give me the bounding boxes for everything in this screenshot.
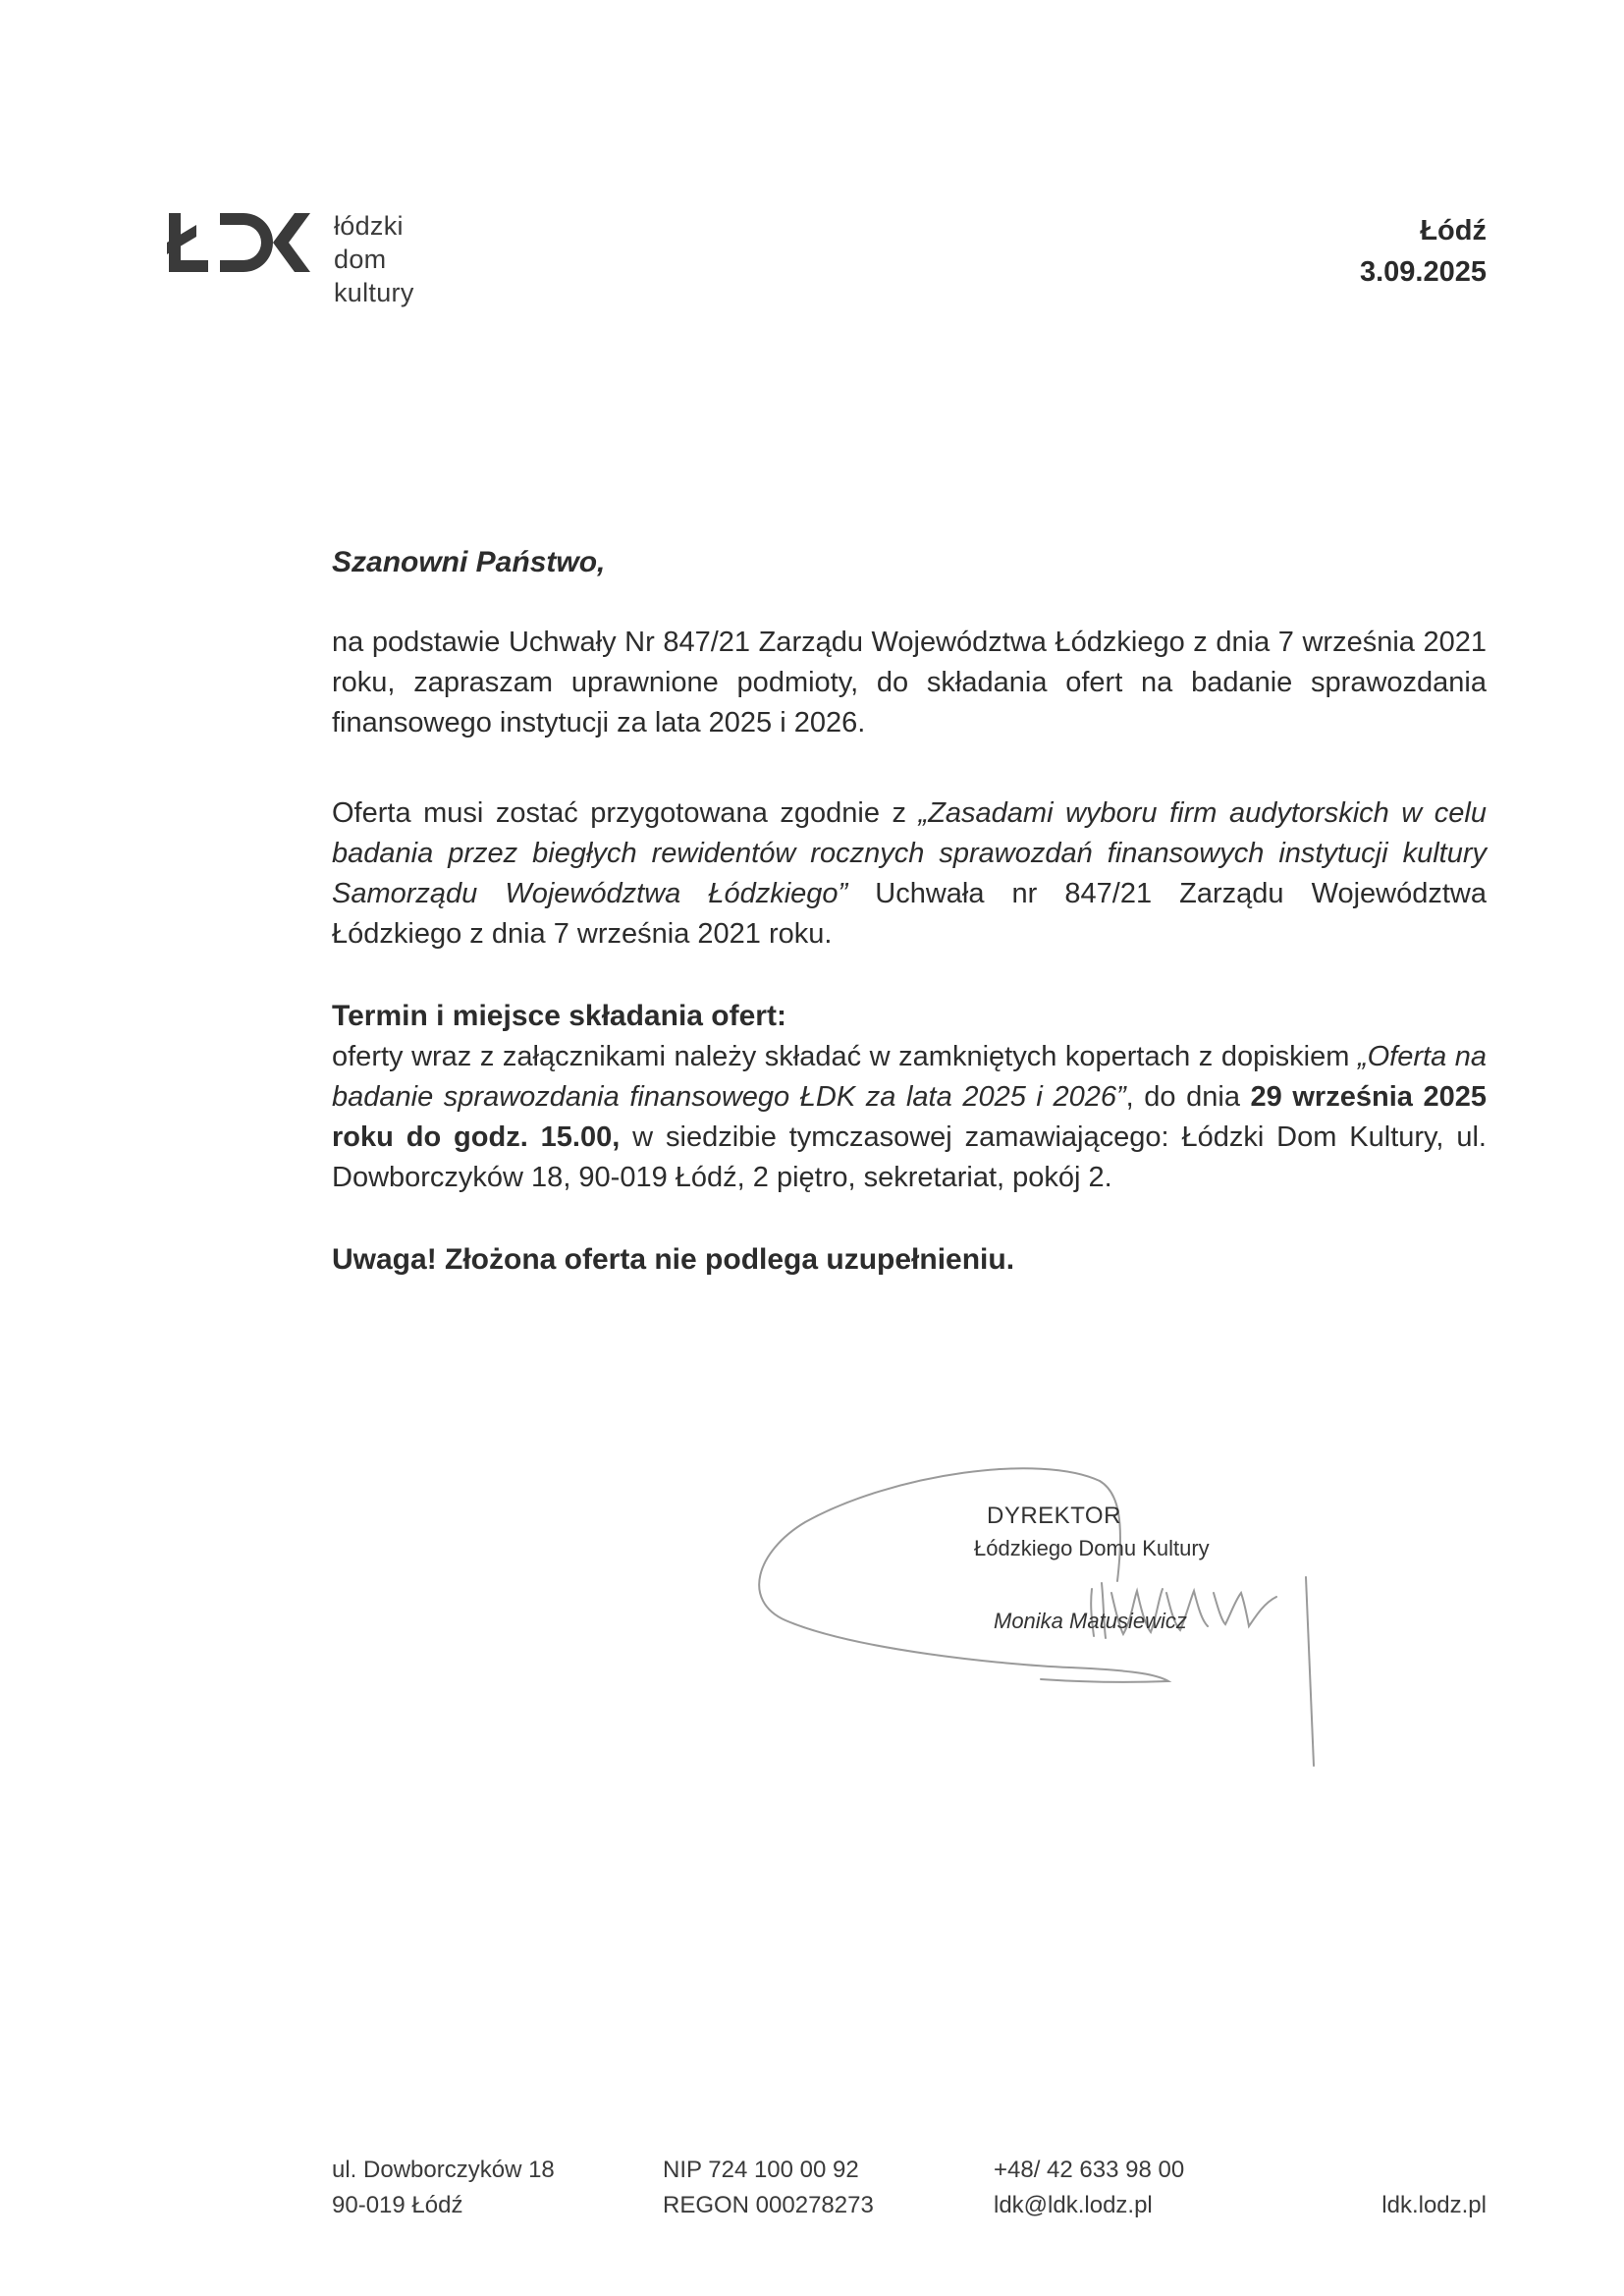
letter-date: 3.09.2025	[1359, 256, 1487, 288]
footer-website: ldk.lodz.pl	[1381, 2192, 1487, 2218]
place-date	[1360, 210, 1487, 293]
footer-nip: NIP 724 100 00 92	[663, 2157, 859, 2183]
footer-regon: REGON 000278273	[663, 2192, 874, 2218]
paragraph-deadline-middle: , do dnia	[1125, 1081, 1251, 1113]
logo-text-line2: dom kultury	[334, 245, 414, 307]
paragraph-requirements	[332, 793, 1487, 955]
signatory-name: Monika Matusiewicz	[994, 1609, 1187, 1633]
paragraph-requirements-outro: Uchwała nr 847/21 Zarządu Województwa Łódzkiego z dnia 7 września 2021 roku.	[332, 878, 1487, 950]
footer-phone: +48/ 42 633 98 00	[994, 2157, 1185, 2183]
paragraph-deadline-outro: w siedzibie tymczasowej zamawiającego: Łódzki Dom Kultury, ul. Dowborczyków 18, 90-019 Łódź, 2 piętro, sekretariat, pokój 2.	[332, 1121, 1487, 1193]
paragraph-requirements-rules-title: „Zasadami wyboru firm audytorskich w celu badania przez biegłych rewidentów rocznych sprawozdań finansowych instytucji kultury Samorządu Województwa Łódzkiego”	[332, 797, 1487, 909]
signature-block	[746, 1434, 1355, 1787]
logo	[167, 201, 471, 307]
paragraph-deadline-intro: oferty wraz z załącznikami należy składać w zamkniętych kopertach z dopiskiem	[332, 1041, 1358, 1072]
footer-address-line2: 90-019 Łódź	[332, 2192, 463, 2218]
signatory-organization: Łódzkiego Domu Kultury	[974, 1536, 1210, 1560]
ldk-logo-mark	[167, 209, 312, 276]
footer-registration	[663, 2153, 874, 2223]
footer-address	[332, 2153, 555, 2223]
paragraph-invitation: na podstawie Uchwały Nr 847/21 Zarządu Województwa Łódzkiego z dnia 7 września 2021 roku, zapraszam uprawnione podmioty, do składania ofert na badanie sprawozdania finansowego instytucji za lata 2025 i 2026.	[332, 627, 1487, 738]
logo-text	[334, 209, 471, 309]
note: Uwaga! Złożona oferta nie podlega uzupełnieniu.	[332, 1243, 1015, 1276]
paragraph-deadline-envelope-label: „Oferta na badanie sprawozdania finansowego ŁDK za lata 2025 i 2026”	[332, 1041, 1487, 1113]
paragraph-deadline-date: 29 września 2025 roku do godz. 15.00,	[332, 1081, 1487, 1153]
signatory-title: DYREKTOR	[987, 1503, 1121, 1529]
deadline-heading: Termin i miejsce składania ofert:	[332, 1000, 786, 1032]
footer-address-line1: ul. Dowborczyków 18	[332, 2157, 555, 2183]
footer-email: ldk@ldk.lodz.pl	[994, 2192, 1153, 2218]
salutation: Szanowni Państwo,	[332, 546, 606, 578]
letter-place: Łódź	[1420, 215, 1487, 246]
paragraph-deadline	[332, 1037, 1487, 1198]
footer-contact	[994, 2153, 1184, 2223]
paragraph-requirements-intro: Oferta musi zostać przygotowana zgodnie z	[332, 797, 919, 829]
logo-text-line1: łódzki	[334, 211, 404, 241]
